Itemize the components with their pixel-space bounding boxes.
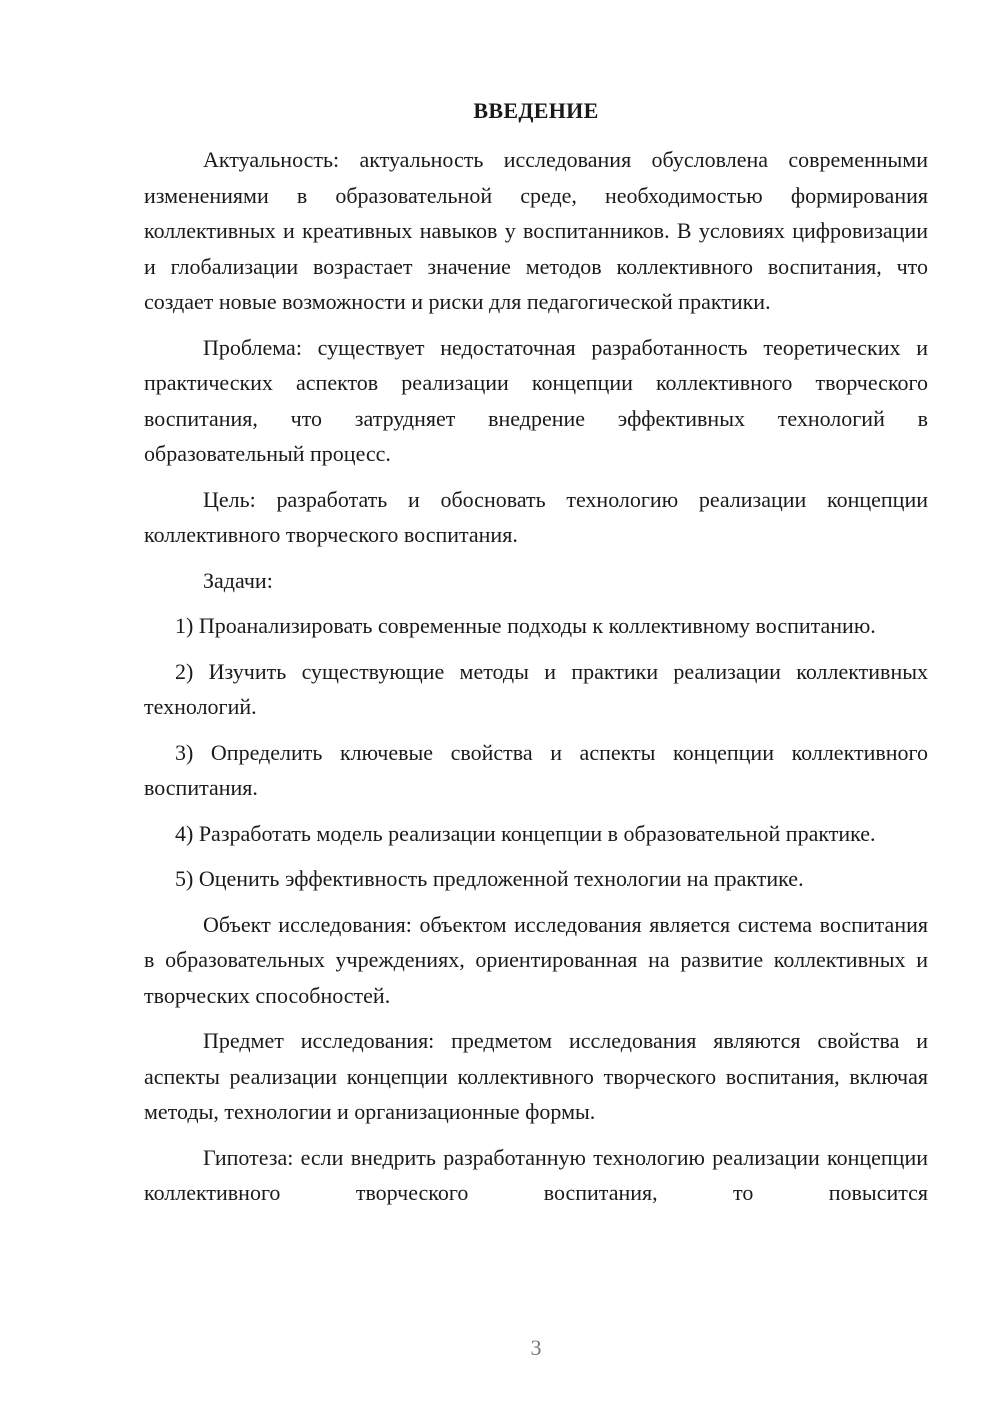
paragraph-subject: Предмет исследования: предметом исследования являются свойства и аспекты реализации концепции коллективного творческого воспитания, включая методы, технологии и организационные формы. xyxy=(144,1028,928,1124)
tasks-heading: Задачи: xyxy=(203,567,273,593)
section-title: ВВЕДЕНИЕ xyxy=(473,98,599,123)
task-item-5: 5) Оценить эффективность предложенной технологии на практике. xyxy=(175,866,804,891)
task-item-1: 1) Проанализировать современные подходы к коллективному воспитанию. xyxy=(175,613,876,638)
paragraph-hypothesis: Гипотеза: если внедрить разработанную технологию реализации концепции коллективного творческого воспитания, то повысится xyxy=(144,1144,928,1205)
body-text xyxy=(144,142,928,1221)
paragraph-object: Объект исследования: объектом исследования является система воспитания в образовательных учреждениях, ориентированная на развитие коллективных и творческих способностей. xyxy=(144,911,928,1008)
task-item-2: 2) Изучить существующие методы и практики реализации коллективных технологий. xyxy=(144,658,928,719)
page-number: 3 xyxy=(530,1335,542,1360)
paragraph-relevance: Актуальность: актуальность исследования обусловлена современными изменениями в образовательной среде, необходимостью формирования коллективных и креативных навыков у воспитанников. В условиях цифровизации и глобализации возрастает значение методов коллективного воспитания, что создает новые возможности и риски для педагогической практики. xyxy=(144,147,928,314)
paragraph-goal: Цель: разработать и обосновать технологию реализации концепции коллективного творческого воспитания. xyxy=(144,486,928,547)
task-item-3: 3) Определить ключевые свойства и аспекты концепции коллективного воспитания. xyxy=(144,739,928,800)
task-item-4: 4) Разработать модель реализации концепции в образовательной практике. xyxy=(175,820,876,846)
paragraph-problem: Проблема: существует недостаточная разработанность теоретических и практических аспектов реализации концепции коллективного творческого воспитания, что затрудняет внедрение эффективных технологий в образовательный процесс. xyxy=(144,334,928,466)
